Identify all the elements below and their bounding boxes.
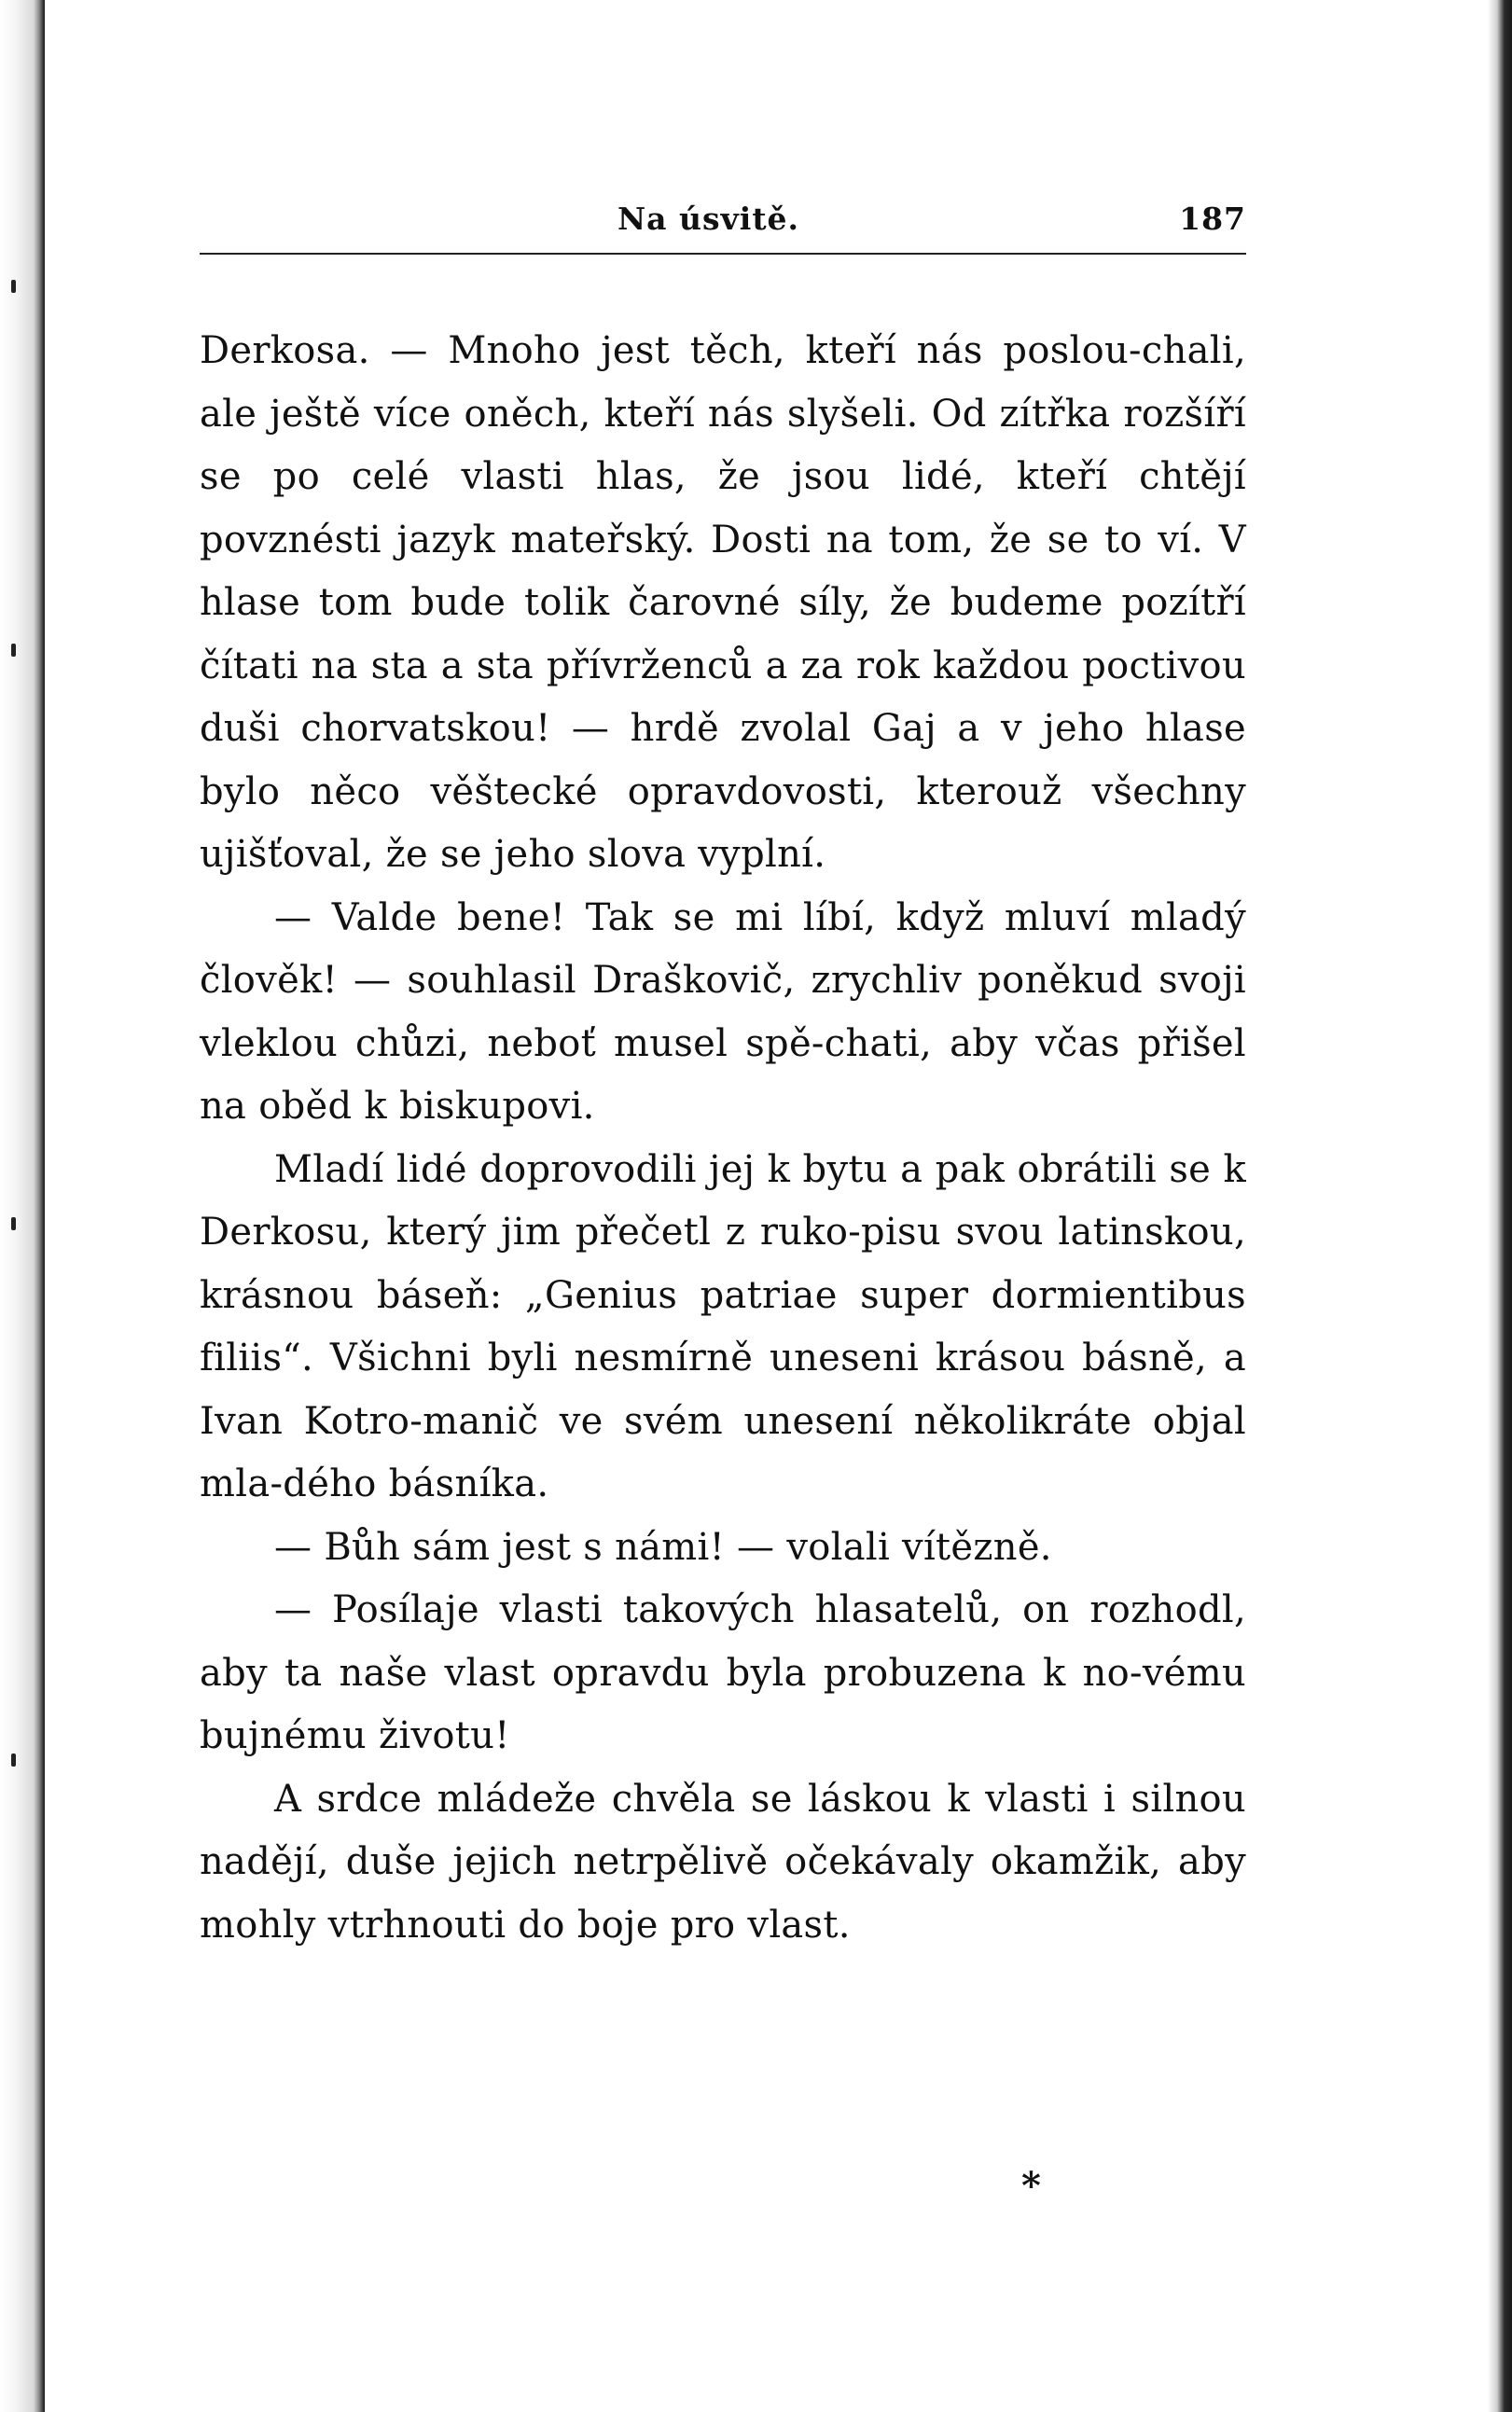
running-header <box>200 182 1246 247</box>
print-speck <box>11 1217 16 1230</box>
print-speck <box>11 1754 16 1767</box>
paragraph: Mladí lidé doprovodili jej k bytu a pak obrátili se k Derkosu, který jim přečetl z ruko-pisu svou latinskou, krásnou báseň: „Genius patriae super dormientibus filiis“. Všichni byli nesmírně uneseni krásou básně, a Ivan Kotro-manič ve svém unesení několikráte objal mla-dého básníka. <box>200 1147 1246 1505</box>
print-speck <box>11 280 16 293</box>
header-rule <box>200 253 1246 255</box>
paragraph: — Valde bene! Tak se mi líbí, když mluví mladý člověk! — souhlasil Draškovič, zrychliv poněkud svoji vleklou chůzi, neboť musel spě-chati, aby včas přišel na oběd k biskupovi. <box>200 895 1246 1128</box>
paragraph: Derkosa. — Mnoho jest těch, kteří nás poslou-chali, ale ještě více oněch, kteří nás slyšeli. Od zítřka rozšíří se po celé vlasti hlas, že jsou lidé, kteří chtějí povznésti jazyk mateřský. Dosti na tom, že se to ví. V hlase tom bude tolik čarovné síly, že budeme pozítří čítati na sta a sta přívrženců a za rok každou poctivou duši chorvatskou! — hrdě zvolal Gaj a v jeho hlase bylo něco věštecké opravdovosti, kterouž všechny ujišťoval, že se jeho slova vyplní. <box>200 329 1246 876</box>
right-page-edge <box>1488 0 1512 2412</box>
paragraph: A srdce mládeže chvěla se láskou k vlasti i silnou nadějí, duše jejich netrpělivě očekávaly okamžik, aby mohly vtrhnouti do boje pro vlast. <box>200 1777 1246 1947</box>
print-speck <box>11 644 16 657</box>
section-ornament: * <box>1021 2164 1041 2208</box>
running-title: Na úsvitě. <box>617 201 800 237</box>
page-number: 187 <box>1179 201 1246 237</box>
body-text <box>200 320 1246 1957</box>
book-page <box>200 182 1246 1957</box>
left-page-edge <box>0 0 45 2412</box>
paragraph: — Posílaje vlasti takových hlasatelů, on rozhodl, aby ta naše vlast opravdu byla probuzena k no-vému bujnému životu! <box>200 1588 1246 1757</box>
paragraph: — Bůh sám jest s námi! — volali vítězně. <box>274 1525 1052 1569</box>
